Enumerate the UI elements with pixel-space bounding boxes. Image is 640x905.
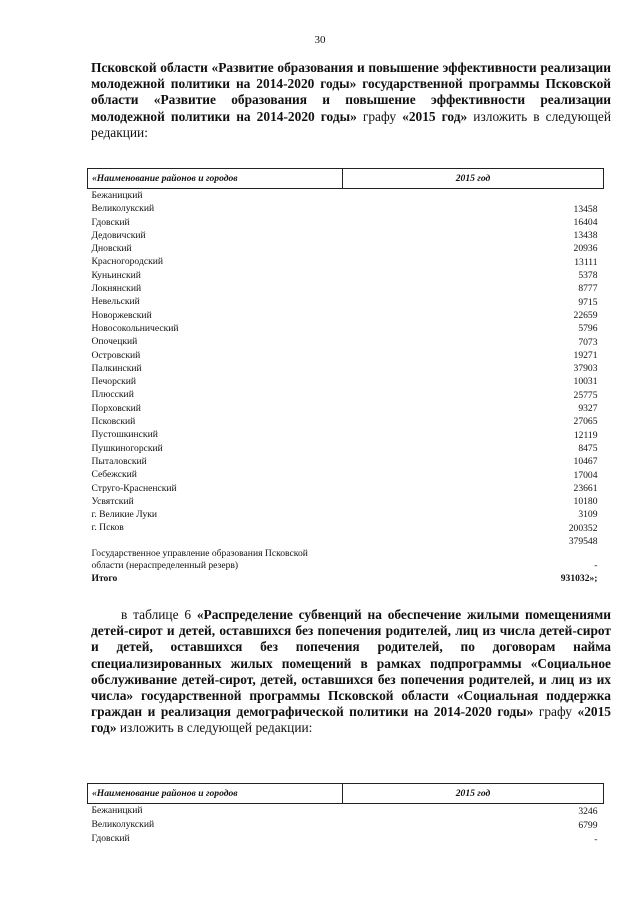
- column-header-year: 2015 год: [343, 169, 604, 189]
- table-row: [88, 818, 604, 832]
- table6-text-2: графу: [533, 704, 578, 720]
- table-row: [88, 349, 604, 362]
- total-row: [88, 572, 604, 585]
- district-value: 5378: [578, 270, 598, 282]
- page-number: 30: [314, 34, 326, 46]
- district-value: 25775: [573, 389, 598, 401]
- intro-bold-1: Псковской области «Развитие образования и повышение эффективности реализации молодежной политики на 2014-2020 годы» государственной программы Псковской области «Развитие образования и повышение эффективности реализации молодежной политики на 2014-2020 годы»: [91, 60, 611, 124]
- district-value: 9715: [578, 296, 598, 308]
- table-row: [88, 202, 604, 215]
- table-body: [88, 804, 604, 847]
- table-row: [88, 508, 604, 521]
- district-name: Опочецкий: [91, 336, 138, 348]
- district-name: Островский: [91, 349, 141, 361]
- district-name: Плюсский: [91, 389, 134, 401]
- table-row: [88, 362, 604, 375]
- district-name: Дедовичский: [91, 229, 146, 241]
- district-value: 6799: [578, 820, 598, 831]
- district-name: Гдовский: [91, 833, 130, 844]
- table-row: [88, 242, 604, 255]
- table-row: [88, 229, 604, 242]
- table-row: [88, 269, 604, 282]
- district-name: [88, 535, 343, 548]
- table6-bold-2: «2015 год»: [91, 704, 611, 736]
- table-row: [88, 442, 604, 455]
- district-value: 9327: [578, 403, 598, 415]
- district-name: Палкинский: [91, 362, 142, 374]
- table-row: [88, 216, 604, 229]
- table-header-row: [88, 169, 604, 189]
- district-name: Себежский: [91, 469, 137, 481]
- district-name: Локнянский: [91, 283, 142, 295]
- column-header-name: «Наименование районов и городов: [88, 169, 343, 189]
- table-row: [88, 495, 604, 508]
- intro-paragraph: [91, 60, 611, 141]
- district-value: 8777: [578, 283, 598, 295]
- table-row: [88, 468, 604, 481]
- district-value: 10031: [573, 376, 598, 388]
- table6-text-3: изложить в следующей редакции:: [116, 720, 313, 736]
- intro-text-1: графу: [356, 108, 403, 124]
- district-name: г. Псков: [91, 522, 124, 534]
- district-name: Новоржевский: [91, 309, 152, 321]
- table-row: [88, 535, 604, 548]
- table6-bold-1: «Распределение субвенций на обеспечение жилыми помещениями детей-сирот и детей, оставшихся без попечения родителей, лиц из числа детей-сирот и детей, оставшихся без попечения родителей, по договорам найма специализированных жилых помещений в рамках подпрограммы «Социальное обслуживание детей-сирот, детей, оставшихся без попечения родителей, и лиц из их числа» государственной программы Псковской области «Социальная поддержка граждан и реализация демографической политики на 2014-2020 годы»: [91, 607, 611, 720]
- district-name: Печорский: [91, 376, 137, 388]
- table-header-row: [88, 784, 604, 804]
- table-row: [88, 388, 604, 401]
- district-name: Струго-Красненский: [91, 482, 177, 494]
- district-name: г. Великие Луки: [91, 509, 158, 521]
- district-value: 13111: [574, 256, 598, 268]
- district-name: Псковский: [91, 416, 136, 428]
- table-2015-education: [87, 168, 604, 585]
- table-row: [88, 402, 604, 415]
- district-name: Пустошкинский: [91, 429, 158, 441]
- table6-text-1: в таблице 6: [121, 607, 197, 622]
- district-value: 22659: [573, 309, 598, 321]
- district-value: 5796: [578, 323, 598, 335]
- district-value: 8475: [578, 442, 598, 454]
- district-name: Великолукский: [91, 819, 155, 830]
- district-name: Усвятский: [91, 495, 134, 507]
- district-value: 379548: [568, 536, 598, 548]
- table-row: [88, 309, 604, 322]
- table-row: [88, 428, 604, 441]
- table-row: [88, 804, 604, 819]
- district-value: [343, 189, 604, 203]
- total-label: Итого: [91, 573, 118, 585]
- district-value: -: [594, 834, 598, 845]
- district-name: Пушкиногорский: [91, 442, 163, 454]
- district-value: 23661: [573, 482, 598, 494]
- intro-text-2: изложить в следующей редакции:: [91, 108, 611, 140]
- table-row: [88, 295, 604, 308]
- column-header-year: 2015 год: [343, 784, 604, 804]
- district-value: 10467: [573, 456, 598, 468]
- district-name: Куньинский: [91, 269, 141, 281]
- table-row: [88, 335, 604, 348]
- district-value: 17004: [573, 469, 598, 481]
- district-value: 10180: [573, 496, 598, 508]
- table-row: [88, 521, 604, 534]
- column-header-name: «Наименование районов и городов: [88, 784, 343, 804]
- table-body: [88, 189, 604, 586]
- reserve-row: [88, 548, 604, 572]
- district-value: 16404: [573, 216, 598, 228]
- table-row: [88, 375, 604, 388]
- district-name: Новосокольнический: [91, 322, 179, 334]
- district-name: Пыталовский: [91, 455, 147, 467]
- table6-paragraph: [91, 607, 611, 737]
- district-value: 200352: [568, 522, 598, 534]
- total-value: 931032»;: [560, 573, 598, 585]
- district-name: Порховский: [91, 402, 141, 414]
- district-value: 20936: [573, 243, 598, 255]
- district-name: Дновский: [91, 243, 132, 255]
- table-row: [88, 255, 604, 268]
- district-value: 27065: [573, 416, 598, 428]
- reserve-value: -: [594, 560, 598, 572]
- reserve-label: Государственное управление образования Псковской области (нераспределенный резерв): [91, 548, 308, 572]
- district-value: 37903: [573, 363, 598, 375]
- table-row: [88, 322, 604, 335]
- district-value: 19271: [573, 349, 598, 361]
- table-row: [88, 282, 604, 295]
- table-2015-housing: [87, 783, 604, 846]
- table-row: [88, 455, 604, 468]
- table-row: [88, 482, 604, 495]
- district-name: Невельский: [91, 296, 140, 308]
- district-value: 13458: [573, 203, 598, 215]
- district-value: 12119: [573, 429, 598, 441]
- district-value: 3246: [578, 806, 598, 817]
- district-value: 7073: [578, 336, 598, 348]
- district-name: Великолукский: [91, 203, 155, 215]
- district-name: Бежаницкий: [91, 190, 143, 201]
- district-value: 13438: [573, 230, 598, 242]
- table-row: [88, 415, 604, 428]
- district-value: 3109: [578, 509, 598, 521]
- district-name: Бежаницкий: [91, 805, 143, 816]
- district-name: Красногородский: [91, 256, 164, 268]
- table-row: [88, 832, 604, 846]
- intro-bold-2: «2015 год»: [402, 108, 468, 124]
- district-name: Гдовский: [91, 216, 130, 228]
- table-row: [88, 189, 604, 203]
